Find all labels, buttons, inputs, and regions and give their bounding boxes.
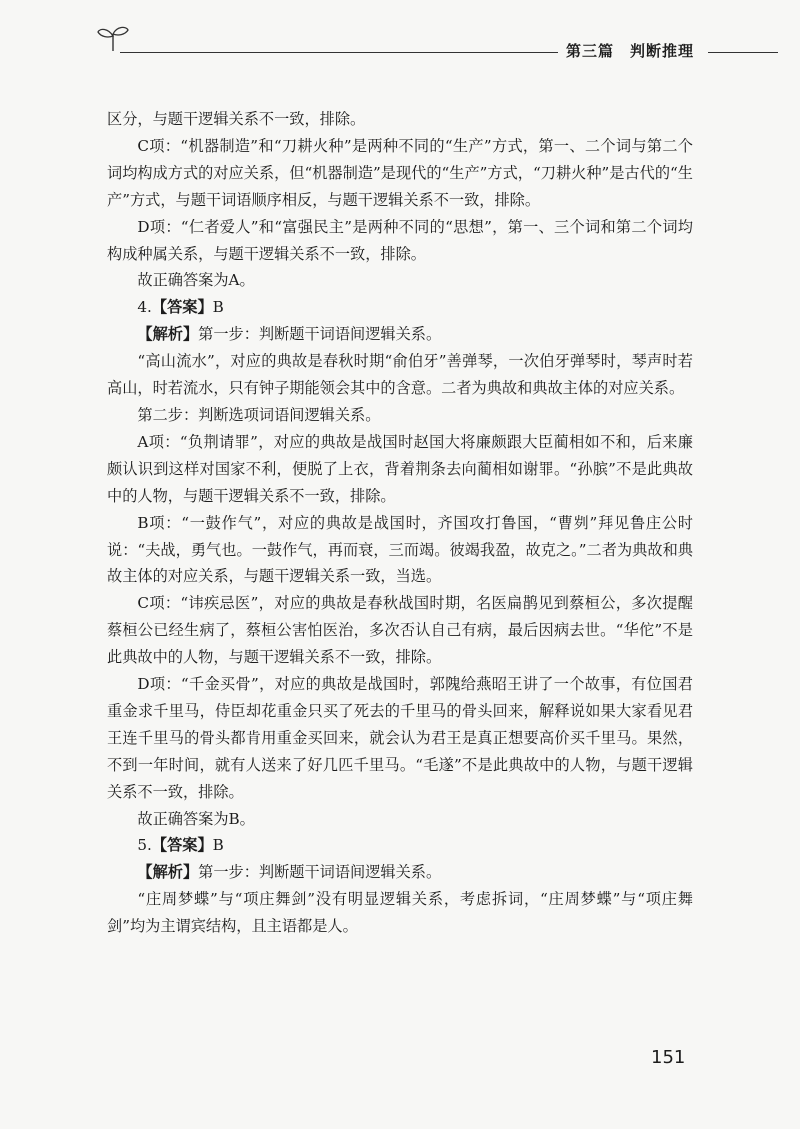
page-number: 151	[651, 1047, 686, 1068]
paragraph: “高山流水”，对应的典故是春秋时期“俞伯牙”善弹琴，一次伯牙弹琴时，琴声时若高山，时若流水，只有钟子期能领会其中的含意。二者为典故和典故主体的对应关系。	[107, 352, 693, 398]
question-number: 4.	[137, 298, 152, 317]
analysis-line	[107, 321, 693, 348]
analysis-tag: 【解析】	[137, 863, 199, 882]
analysis-text: 第一步：判断题干词语间逻辑关系。	[198, 863, 442, 882]
paragraph: 区分，与题干逻辑关系不一致，排除。	[107, 110, 366, 128]
section-title: 第三篇 判断推理	[566, 42, 695, 60]
sprout-icon	[96, 24, 130, 52]
page-body	[107, 106, 693, 940]
analysis-tag: 【解析】	[137, 325, 199, 344]
page-header	[0, 0, 800, 80]
analysis-line	[107, 859, 693, 886]
answer-value: B	[212, 836, 224, 855]
paragraph: A项：“负荆请罪”，对应的典故是战国时赵国大将廉颇跟大臣蔺相如不和，后来廉颇认识到这样对国家不利，便脱了上衣，背着荆条去向蔺相如谢罪。“孙膑”不是此典故中的人物，与题干逻辑关系不一致，排除。	[107, 432, 693, 505]
answer-value: B	[212, 298, 224, 317]
paragraph: C项：“讳疾忌医”，对应的典故是春秋战国时期，名医扁鹊见到蔡桓公，多次提醒蔡桓公已经生病了，蔡桓公害怕医治，多次否认自己有病，最后因病去世。“华佗”不是此典故中的人物，与题干逻辑关系不一致，排除。	[107, 594, 693, 667]
answer-tag: 【答案】	[151, 298, 213, 317]
paragraph: B项：“一鼓作气”，对应的典故是战国时，齐国攻打鲁国，“曹刿”拜见鲁庄公时说：“夫战，勇气也。一鼓作气，再而衰，三而竭。彼竭我盈，故克之。”二者为典故和典故主体的对应关系，与题干逻辑关系一致，当选。	[107, 513, 693, 586]
paragraph: D项：“仁者爱人”和“富强民主”是两种不同的“思想”，第一、三个词和第二个词均构成种属关系，与题干逻辑关系不一致，排除。	[107, 217, 693, 263]
analysis-text: 第一步：判断题干词语间逻辑关系。	[198, 325, 442, 344]
header-rule-left	[120, 52, 558, 53]
paragraph: D项：“千金买骨”，对应的典故是战国时，郭隗给燕昭王讲了一个故事，有位国君重金求千里马，侍臣却花重金只买了死去的千里马的骨头回来，解释说如果大家看见君王连千里马的骨头都肯用重金买回来，就会认为君王是真正想要高价买千里马。果然，不到一年时间，就有人送来了好几匹千里马。“毛遂”不是此典故中的人物，与题干逻辑关系不一致，排除。	[107, 675, 693, 801]
question-number: 5.	[137, 836, 152, 855]
answer-line	[107, 832, 693, 859]
paragraph: 故正确答案为A。	[137, 271, 255, 290]
answer-line	[107, 294, 693, 321]
answer-tag: 【答案】	[151, 836, 213, 855]
paragraph: 故正确答案为B。	[137, 809, 255, 828]
paragraph: C项：“机器制造”和“刀耕火种”是两种不同的“生产”方式，第一、二个词与第二个词均构成方式的对应关系，但“机器制造”是现代的“生产”方式，“刀耕火种”是古代的“生产”方式，与题干词语顺序相反，与题干逻辑关系不一致，排除。	[107, 136, 693, 209]
paragraph: 第二步：判断选项词语间逻辑关系。	[137, 405, 381, 424]
paragraph: “庄周梦蝶”与“项庄舞剑”没有明显逻辑关系，考虑拆词，“庄周梦蝶”与“项庄舞剑”均为主谓宾结构，且主语都是人。	[107, 890, 693, 936]
header-rule-right	[708, 52, 778, 53]
